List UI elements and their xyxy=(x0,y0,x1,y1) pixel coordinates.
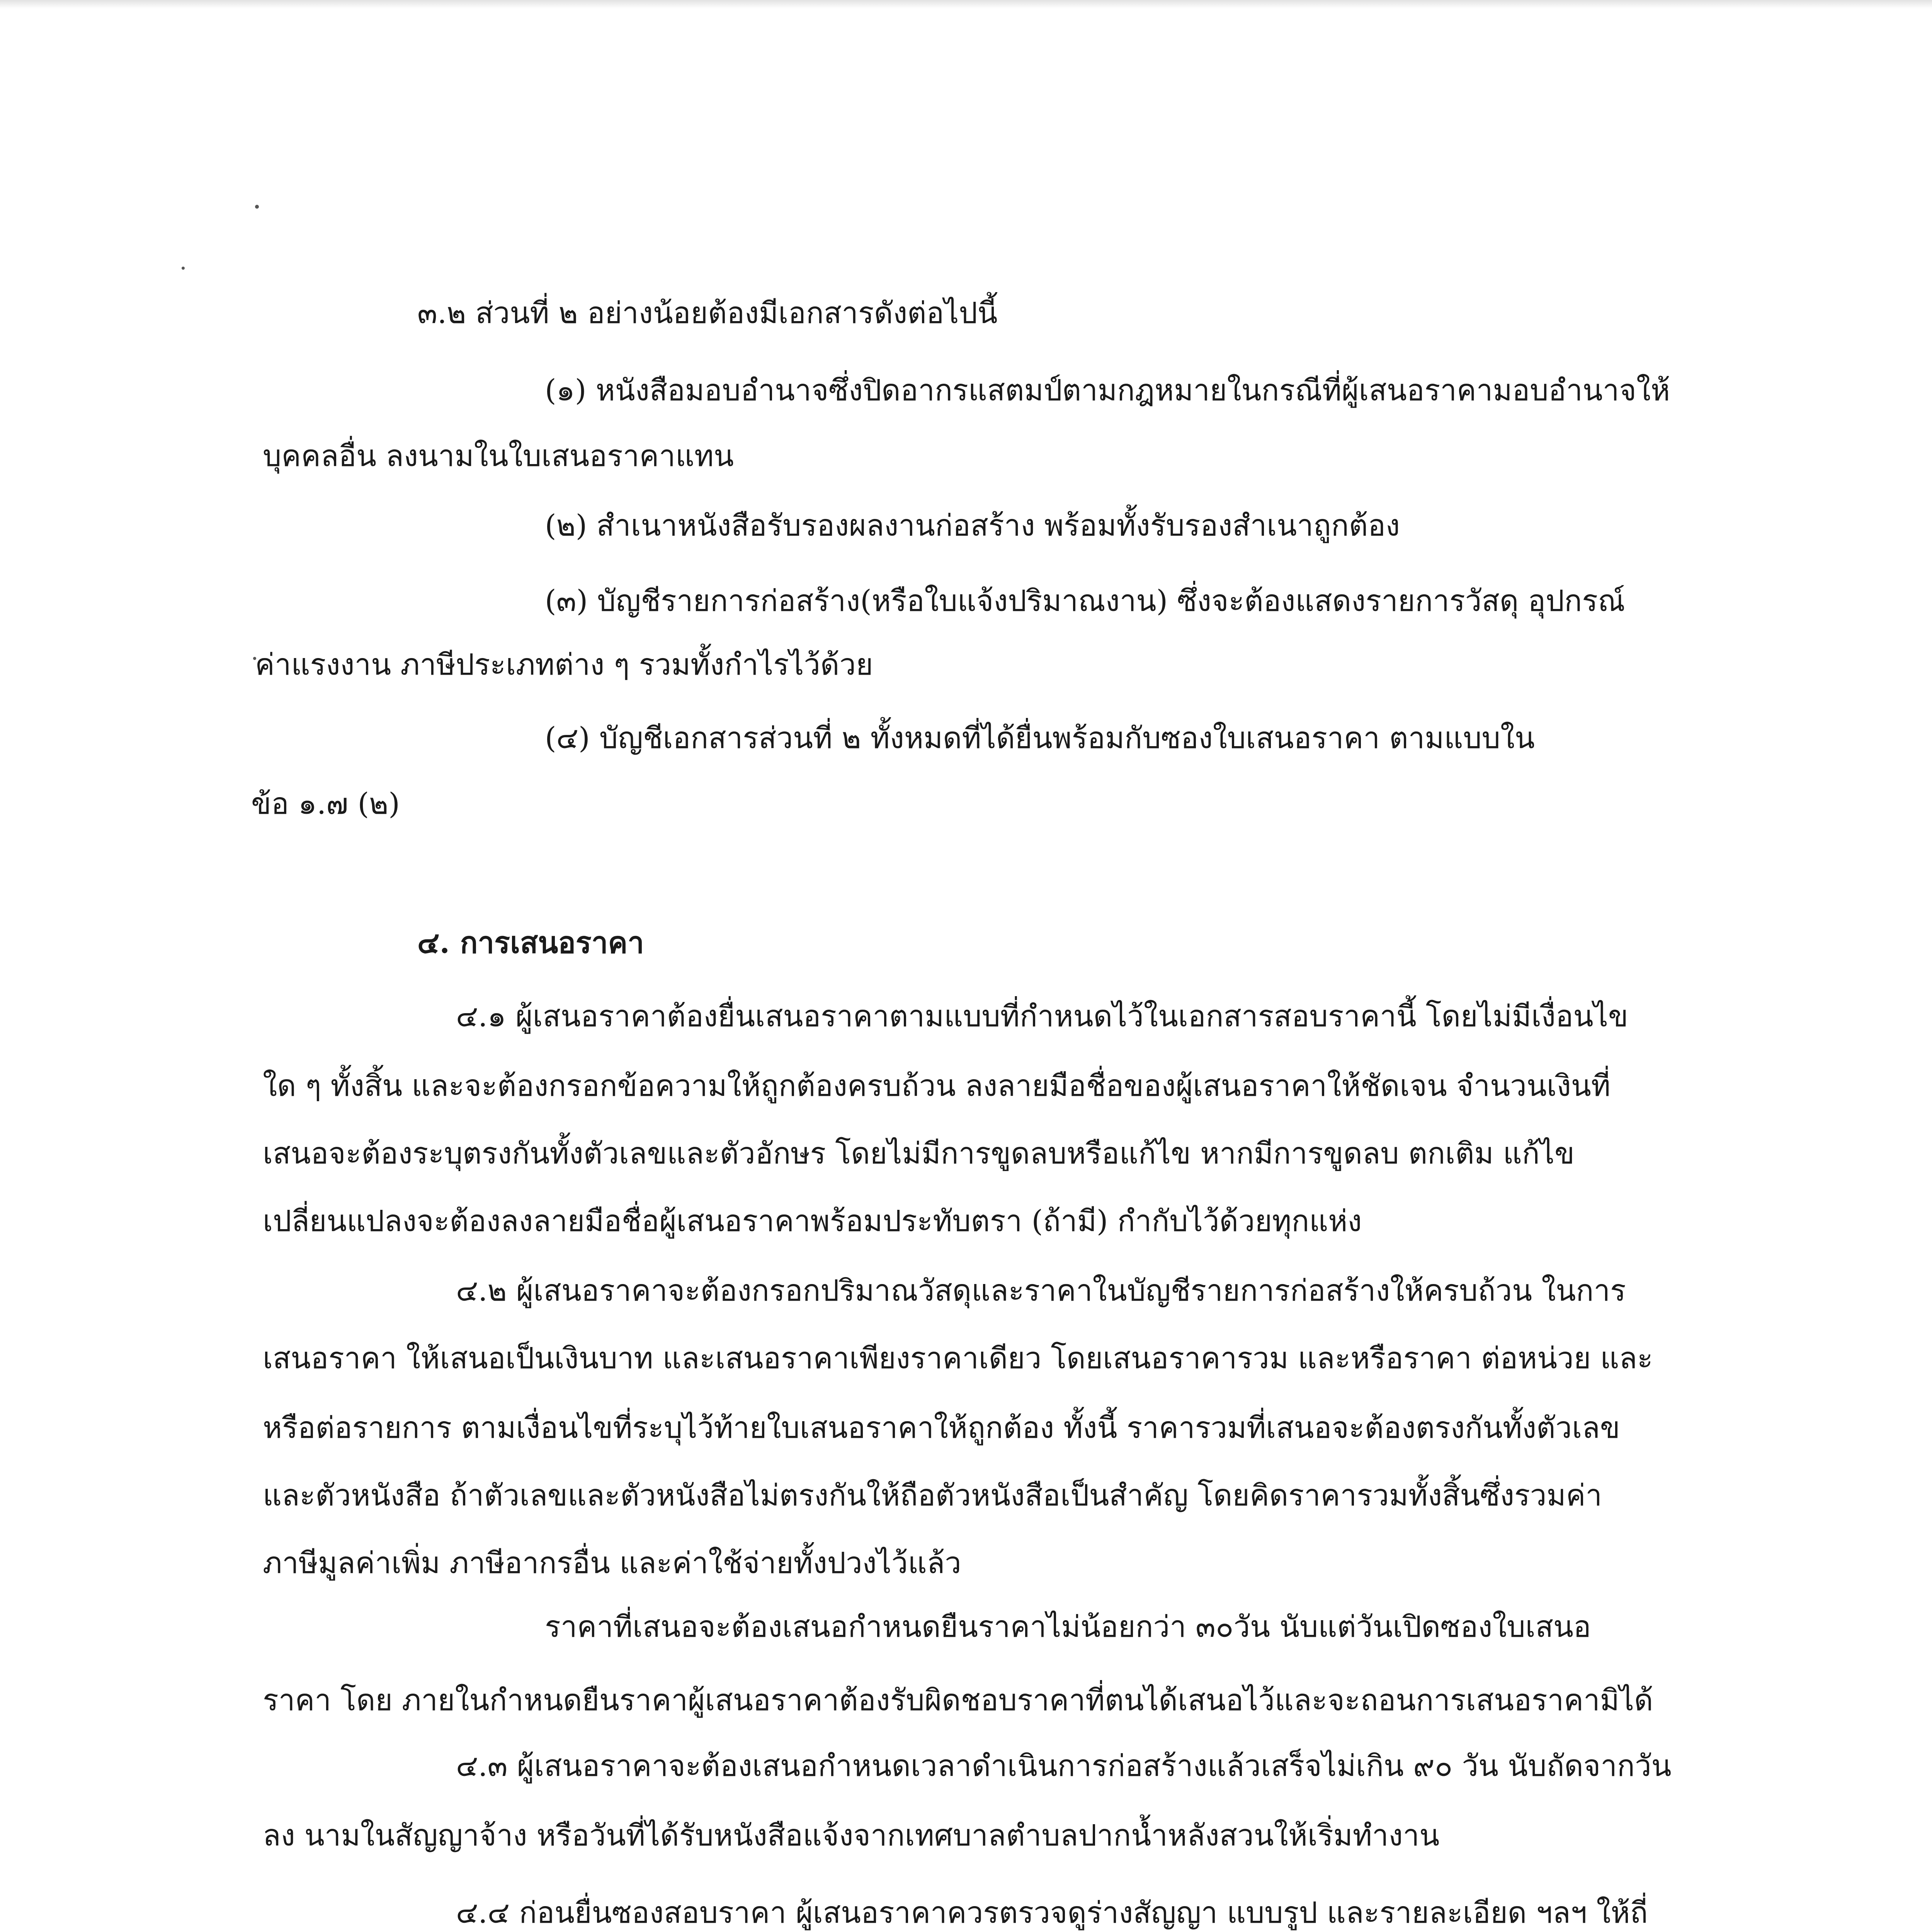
paragraph-4-1-line: ๔.๑ ผู้เสนอราคาต้องยื่นเสนอราคาตามแบบที่กำหนดไว้ในเอกสารสอบราคานี้ โดยไม่มีเงื่อนไข xyxy=(456,999,1628,1033)
paragraph-4-2-line: ๔.๒ ผู้เสนอราคาจะต้องกรอกปริมาณวัสดุและราคาในบัญชีรายการก่อสร้างให้ครบถ้วน ในการ xyxy=(456,1273,1626,1308)
paragraph-4-2-line: เสนอราคา ให้เสนอเป็นเงินบาท และเสนอราคาเพียงราคาเดียว โดยเสนอราคารวม และหรือราคา ต่อหน่วย และ xyxy=(263,1341,1653,1375)
section-4-heading: ๔. การเสนอราคา xyxy=(417,925,644,960)
paragraph-4-1-line: ใด ๆ ทั้งสิ้น และจะต้องกรอกข้อความให้ถูกต้องครบถ้วน ลงลายมือชื่อของผู้เสนอราคาให้ชัดเจน จำนวนเงินที่ xyxy=(263,1068,1611,1103)
paragraph-4-1-line: เปลี่ยนแปลงจะต้องลงลายมือชื่อผู้เสนอราคาพร้อมประทับตรา (ถ้ามี) กำกับไว้ด้วยทุกแห่ง xyxy=(263,1204,1362,1238)
section-3-2-item-1-line-1: (๑) หนังสือมอบอำนาจซึ่งปิดอากรแสตมป์ตามกฎหมายในกรณีที่ผู้เสนอราคามอบอำนาจให้ xyxy=(545,373,1670,407)
paragraph-4-2-line: หรือต่อรายการ ตามเงื่อนไขที่ระบุไว้ท้ายใบเสนอราคาให้ถูกต้อง ทั้งนี้ ราคารวมที่เสนอจะต้องตรงกันทั้งตัวเลข xyxy=(263,1410,1620,1445)
section-3-2-item-4-line-1: (๔) บัญชีเอกสารส่วนที่ ๒ ทั้งหมดที่ได้ยื่นพร้อมกับซองใบเสนอราคา ตามแบบใน xyxy=(545,721,1535,755)
section-3-2-item-4-line-2: ข้อ ๑.๗ (๒) xyxy=(251,786,400,821)
scan-speck xyxy=(255,205,259,209)
paragraph-4-3-line: ๔.๓ ผู้เสนอราคาจะต้องเสนอกำหนดเวลาดำเนินการก่อสร้างแล้วเสร็จไม่เกิน ๙๐ วัน นับถัดจากวัน xyxy=(456,1748,1672,1783)
section-3-2-item-1-line-2: บุคคลอื่น ลงนามในใบเสนอราคาแทน xyxy=(263,439,734,473)
paragraph-4-2-validity-line: ราคาที่เสนอจะต้องเสนอกำหนดยืนราคาไม่น้อยกว่า ๓๐วัน นับแต่วันเปิดซองใบเสนอ xyxy=(545,1609,1591,1644)
section-3-2-item-3-line-2: ค่าแรงงาน ภาษีประเภทต่าง ๆ รวมทั้งกำไรไว้ด้วย xyxy=(255,647,873,682)
paragraph-4-2-validity-line: ราคา โดย ภายในกำหนดยืนราคาผู้เสนอราคาต้องรับผิดชอบราคาที่ตนได้เสนอไว้และจะถอนการเสนอราคามิได้ xyxy=(263,1683,1653,1717)
section-3-2-item-3-line-1: (๓) บัญชีรายการก่อสร้าง(หรือใบแจ้งปริมาณงาน) ซึ่งจะต้องแสดงรายการวัสดุ อุปกรณ์ xyxy=(545,583,1625,618)
section-3-2-heading: ๓.๒ ส่วนที่ ๒ อย่างน้อยต้องมีเอกสารดังต่อไปนี้ xyxy=(417,296,998,330)
paragraph-4-2-line: และตัวหนังสือ ถ้าตัวเลขและตัวหนังสือไม่ตรงกันให้ถือตัวหนังสือเป็นสำคัญ โดยคิดราคารวมทั้งสิ้นซึ่งรวมค่า xyxy=(263,1478,1602,1512)
scan-speck xyxy=(182,267,185,270)
paragraph-4-2-line: ภาษีมูลค่าเพิ่ม ภาษีอากรอื่น และค่าใช้จ่ายทั้งปวงไว้แล้ว xyxy=(263,1546,961,1580)
scan-shadow-top xyxy=(0,0,1932,9)
paragraph-4-1-line: เสนอจะต้องระบุตรงกันทั้งตัวเลขและตัวอักษร โดยไม่มีการขูดลบหรือแก้ไข หากมีการขูดลบ ตกเติม แก้ไข xyxy=(263,1136,1575,1170)
paragraph-4-4-line: ๔.๔ ก่อนยื่นซองสอบราคา ผู้เสนอราคาควรตรวจดูร่างสัญญา แบบรูป และรายละเอียด ฯลฯ ให้ถี่ xyxy=(456,1895,1648,1930)
section-3-2-item-2: (๒) สำเนาหนังสือรับรองผลงานก่อสร้าง พร้อมทั้งรับรองสำเนาถูกต้อง xyxy=(545,508,1400,543)
paragraph-4-3-line: ลง นามในสัญญาจ้าง หรือวันที่ได้รับหนังสือแจ้งจากเทศบาลตำบลปากน้ำหลังสวนให้เริ่มทำงาน xyxy=(263,1818,1440,1852)
